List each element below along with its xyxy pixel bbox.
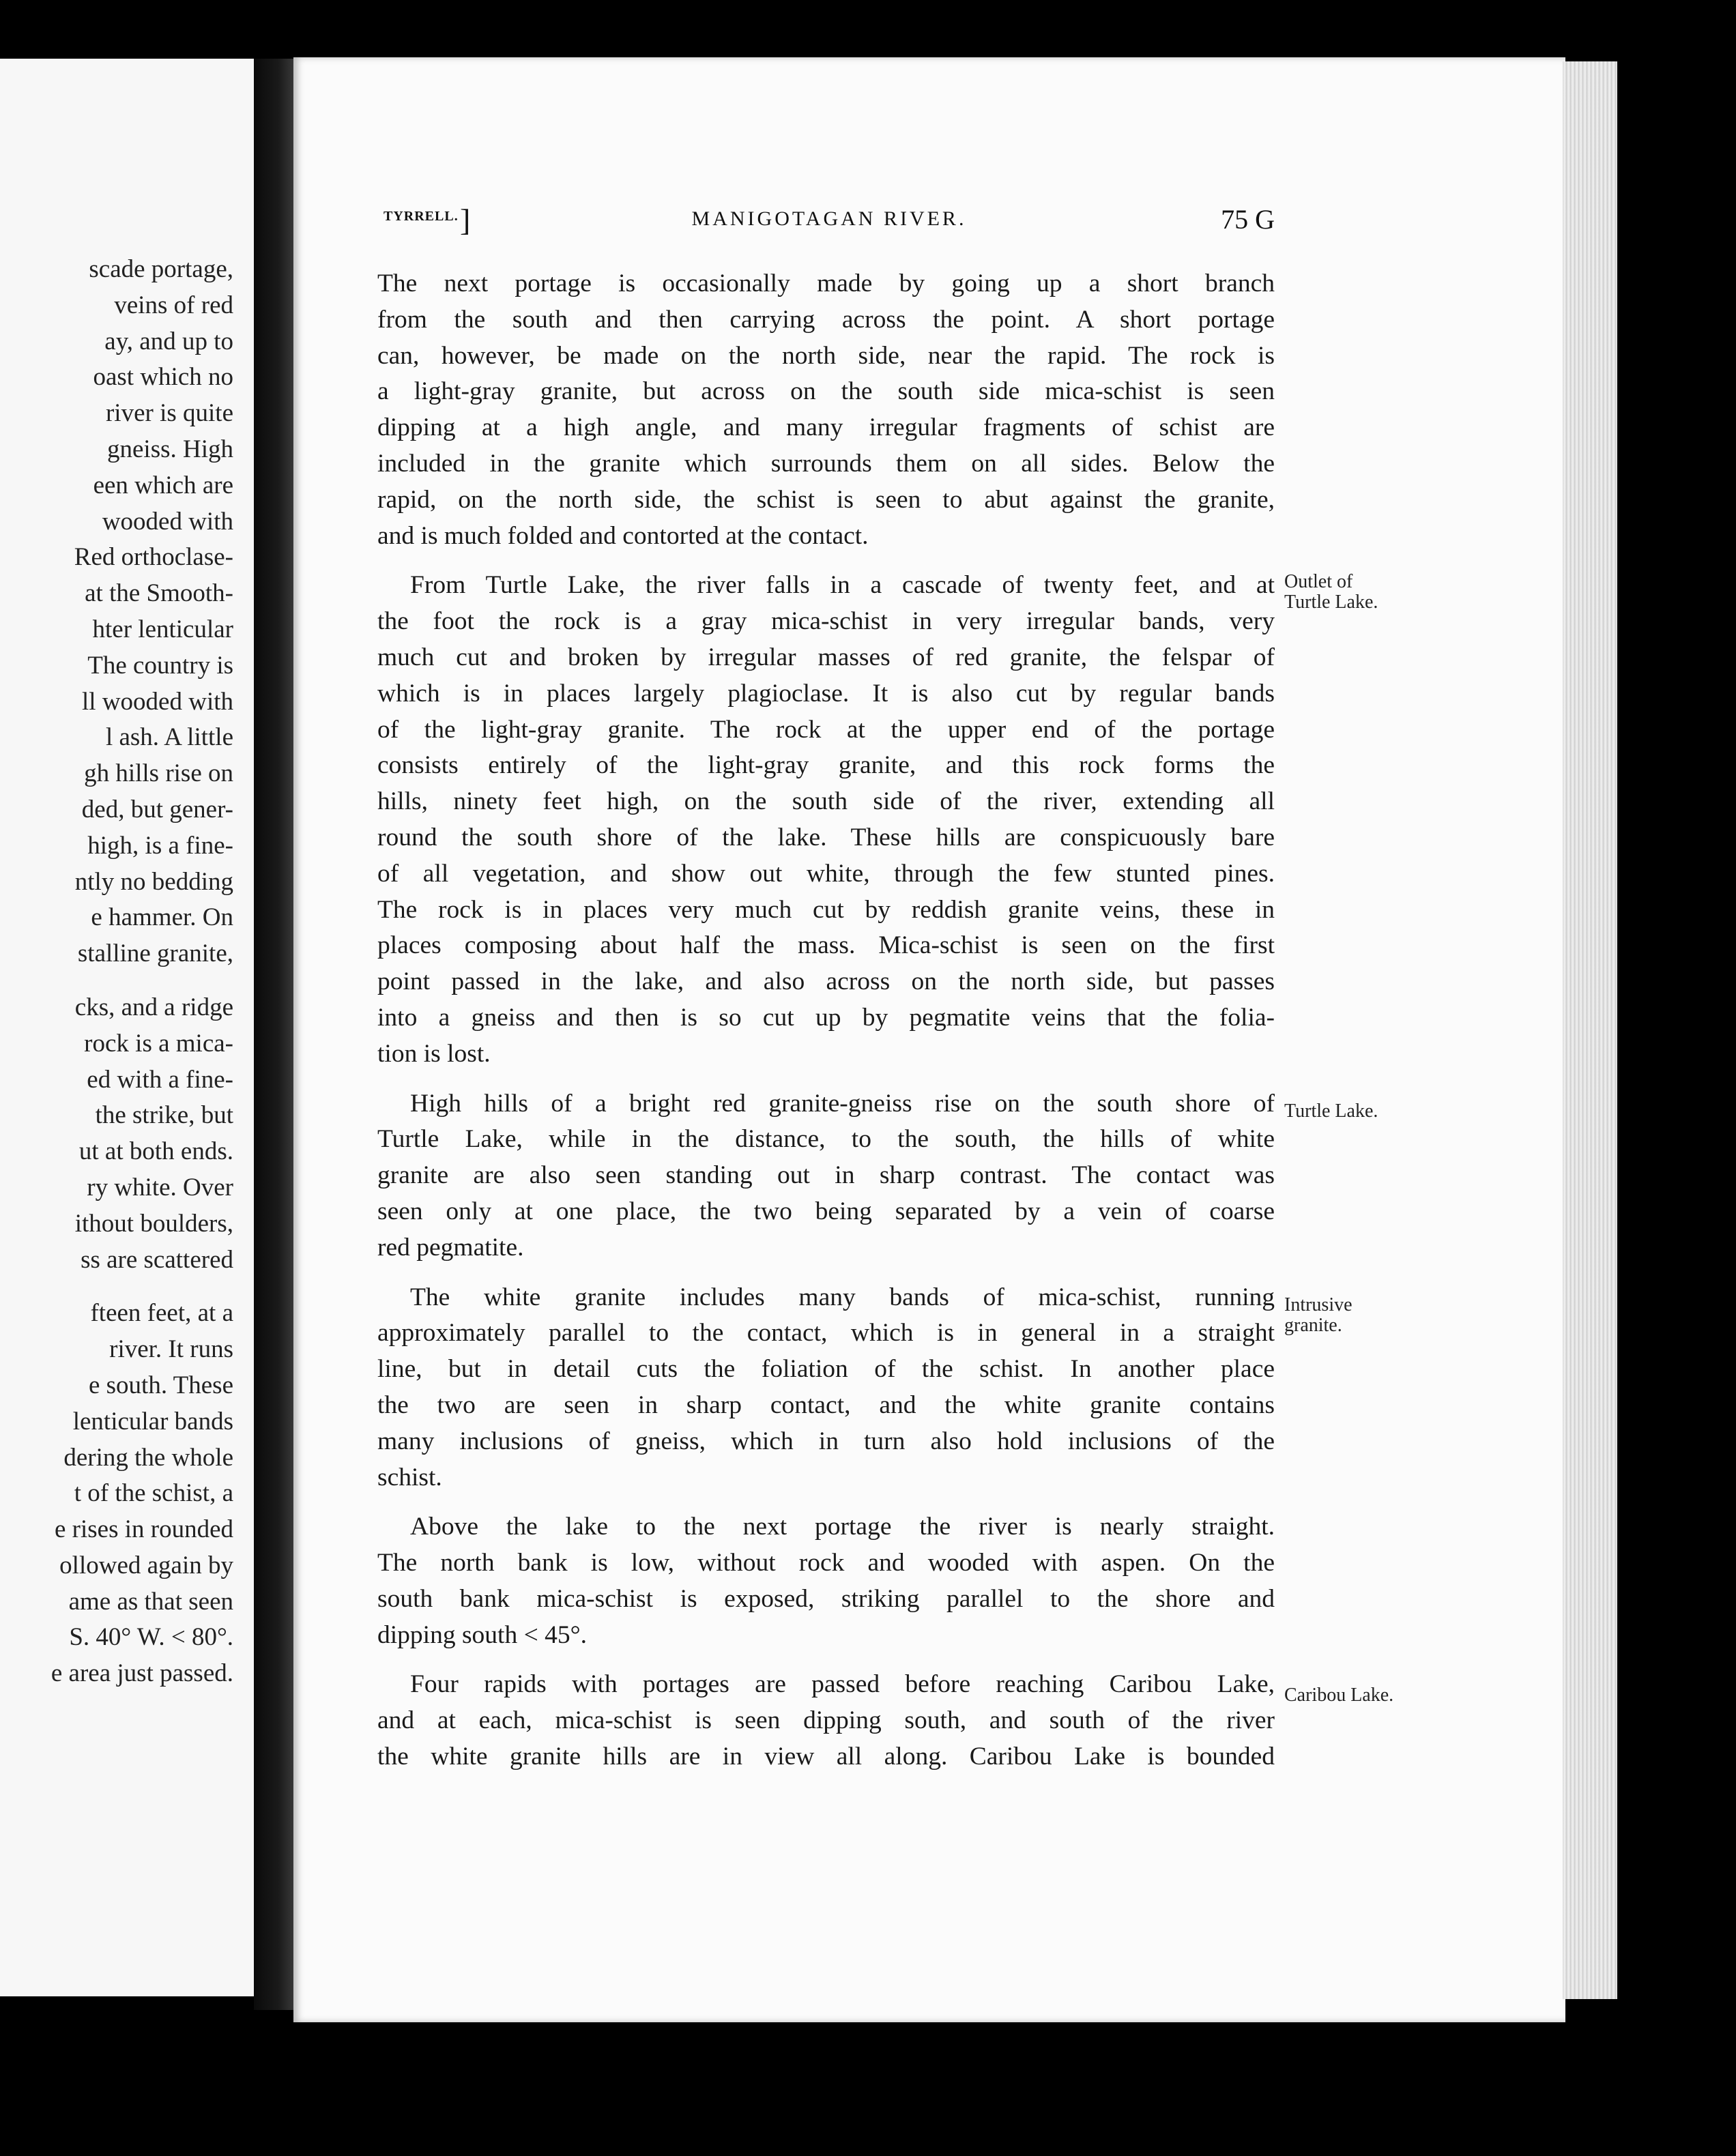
- text-line: dipping south < 45°.: [377, 1620, 587, 1649]
- facing-page-line: Red orthoclase-: [74, 543, 233, 572]
- text-line: High hills of a bright red granite-gneiss rise on the south shore of: [410, 1089, 1275, 1118]
- running-head-author: TYRRELL.: [384, 209, 459, 224]
- facing-page-line: river is quite: [105, 399, 233, 428]
- text-line: hills, ninety feet high, on the south side of the river, extending all: [377, 787, 1275, 816]
- facing-page-line: scade portage,: [89, 255, 233, 283]
- sidenote-line: Turtle Lake.: [1284, 1101, 1378, 1122]
- sidenote-intrusive-granite: [1284, 1295, 1352, 1336]
- facing-page-line: l ash. A little: [105, 723, 233, 752]
- text-line: the white granite hills are in view all along. Caribou Lake is bounded: [377, 1743, 1275, 1771]
- facing-page-line: oast which no: [93, 363, 233, 392]
- paragraph: [377, 1509, 1275, 1653]
- running-head-title: MANIGOTAGAN RIVER.: [691, 207, 967, 230]
- text-line: of all vegetation, and show out white, through the few stunted pines.: [377, 859, 1275, 888]
- text-line: the foot the rock is a gray mica-schist in very irregular bands, very: [377, 607, 1275, 636]
- facing-page-line: ded, but gener-: [81, 795, 233, 824]
- text-line: many inclusions of gneiss, which in turn also hold inclusions of the: [377, 1427, 1275, 1455]
- text-line: From Turtle Lake, the river falls in a cascade of twenty feet, and at: [410, 571, 1275, 600]
- sidenote-caribou-lake: [1284, 1685, 1393, 1706]
- text-line: consists entirely of the light-gray granite, and this rock forms the: [377, 751, 1275, 780]
- facing-page-line: S. 40° W. < 80°.: [69, 1623, 233, 1652]
- text-line: included in the granite which surrounds them on all sides. Below the: [377, 449, 1275, 478]
- facing-page-line: t of the schist, a: [74, 1479, 233, 1508]
- facing-page-text: [0, 252, 233, 1692]
- facing-page-line: river. It runs: [109, 1335, 233, 1364]
- text-line: schist.: [377, 1463, 442, 1491]
- text-line: Four rapids with portages are passed before reaching Caribou Lake,: [410, 1670, 1275, 1699]
- sidenote-line: Turtle Lake.: [1284, 592, 1378, 613]
- text-line: point passed in the lake, and also across on the north side, but passes: [377, 967, 1275, 996]
- facing-page-line: gneiss. High: [107, 435, 233, 463]
- text-line: from the south and then carrying across the point. A short portage: [377, 305, 1275, 334]
- facing-page-line: dering the whole: [63, 1443, 233, 1472]
- text-line: tion is lost.: [377, 1039, 491, 1068]
- book-gutter: [254, 59, 295, 2010]
- facing-page-line: The country is: [87, 651, 233, 680]
- text-line: round the south shore of the lake. These hills are conspicuously bare: [377, 823, 1275, 851]
- paragraph: [377, 1280, 1275, 1496]
- facing-page-left: [0, 59, 254, 1996]
- facing-page-line: e south. These: [88, 1371, 233, 1399]
- facing-page-line: e hammer. On: [91, 903, 233, 932]
- text-line: into a gneiss and then is so cut up by pegmatite veins that the folia-: [377, 1003, 1275, 1032]
- text-line: The rock is in places very much cut by reddish granite veins, these in: [377, 895, 1275, 924]
- facing-page-line: ry white. Over: [87, 1173, 233, 1201]
- facing-page-line: ay, and up to: [104, 327, 233, 355]
- running-head-bracket: ]: [460, 203, 471, 237]
- facing-page-line: cks, and a ridge: [74, 993, 233, 1021]
- text-line: a light-gray granite, but across on the south side mica-schist is seen: [377, 377, 1275, 406]
- text-line: line, but in detail cuts the foliation of the schist. In another place: [377, 1355, 1275, 1384]
- sidenote-outlet-of-turtle-lake: [1284, 572, 1378, 613]
- facing-page-line: ame as that seen: [68, 1587, 233, 1616]
- text-line: and at each, mica-schist is seen dipping south, and south of the river: [377, 1706, 1275, 1735]
- body-text: [377, 266, 1275, 1789]
- text-line: and is much folded and contorted at the contact.: [377, 521, 869, 550]
- facing-page-line: stalline granite,: [77, 939, 233, 968]
- sidenote-line: Intrusive: [1284, 1294, 1352, 1315]
- text-line: Above the lake to the next portage the river is nearly straight.: [410, 1513, 1275, 1541]
- running-head: [384, 205, 1275, 239]
- facing-page-line: high, is a fine-: [87, 831, 233, 860]
- facing-page-line: een which are: [93, 471, 233, 499]
- facing-page-line: ut at both ends.: [78, 1137, 233, 1166]
- facing-page-line: ll wooded with: [82, 687, 233, 716]
- facing-page-line: lenticular bands: [72, 1407, 233, 1436]
- paragraph: [377, 266, 1275, 554]
- facing-page-line: hter lenticular: [92, 615, 233, 643]
- text-line: granite are also seen standing out in sharp contrast. The contact was: [377, 1161, 1275, 1190]
- facing-page-line: the strike, but: [95, 1101, 233, 1130]
- sidenote-line: Caribou Lake.: [1284, 1685, 1394, 1706]
- facing-page-line: ollowed again by: [59, 1551, 233, 1579]
- facing-page-line: gh hills rise on: [84, 759, 233, 788]
- facing-page-line: e rises in rounded: [54, 1515, 233, 1544]
- text-line: approximately parallel to the contact, which is in general in a straight: [377, 1319, 1275, 1348]
- facing-page-line: veins of red: [114, 291, 233, 319]
- text-line: of the light-gray granite. The rock at the upper end of the portage: [377, 715, 1275, 744]
- text-line: seen only at one place, the two being separated by a vein of coarse: [377, 1197, 1275, 1225]
- sidenote-turtle-lake: [1284, 1101, 1378, 1122]
- page-number: 75 G: [1221, 204, 1275, 235]
- text-line: dipping at a high angle, and many irregular fragments of schist are: [377, 413, 1275, 442]
- facing-page-line: ed with a fine-: [87, 1065, 233, 1094]
- page-edge-stack: [1563, 61, 1617, 1999]
- text-line: the two are seen in sharp contact, and the white granite contains: [377, 1390, 1275, 1419]
- text-line: The north bank is low, without rock and wooded with aspen. On the: [377, 1549, 1275, 1577]
- facing-page-line: fteen feet, at a: [90, 1299, 233, 1328]
- facing-page-line: e area just passed.: [50, 1659, 233, 1688]
- facing-page-line: rock is a mica-: [84, 1029, 233, 1058]
- facing-page-line: ithout boulders,: [74, 1209, 233, 1238]
- text-line: red pegmatite.: [377, 1233, 524, 1262]
- facing-page-line: wooded with: [102, 507, 233, 536]
- text-line: places composing about half the mass. Mica-schist is seen on the first: [377, 931, 1275, 960]
- paragraph: [377, 568, 1275, 1072]
- paragraph: [377, 1086, 1275, 1266]
- facing-page-line: at the Smooth-: [85, 579, 233, 608]
- paragraph: [377, 1667, 1275, 1775]
- facing-page-line: ss are scattered: [81, 1245, 233, 1274]
- text-line: south bank mica-schist is exposed, striking parallel to the shore and: [377, 1584, 1275, 1613]
- text-line: The next portage is occasionally made by going up a short branch: [377, 270, 1275, 297]
- text-line: much cut and broken by irregular masses of red granite, the felspar of: [377, 643, 1275, 671]
- text-line: Turtle Lake, while in the distance, to the south, the hills of white: [377, 1125, 1275, 1154]
- text-line: which is in places largely plagioclase. It is also cut by regular bands: [377, 679, 1275, 708]
- facing-page-line: ntly no bedding: [74, 867, 233, 896]
- sidenote-line: Outlet of: [1284, 571, 1353, 592]
- sidenote-line: granite.: [1284, 1315, 1342, 1336]
- text-line: can, however, be made on the north side, near the rapid. The rock is: [377, 341, 1275, 370]
- text-line: rapid, on the north side, the schist is seen to abut against the granite,: [377, 485, 1275, 514]
- text-line: The white granite includes many bands of mica-schist, running: [410, 1283, 1275, 1311]
